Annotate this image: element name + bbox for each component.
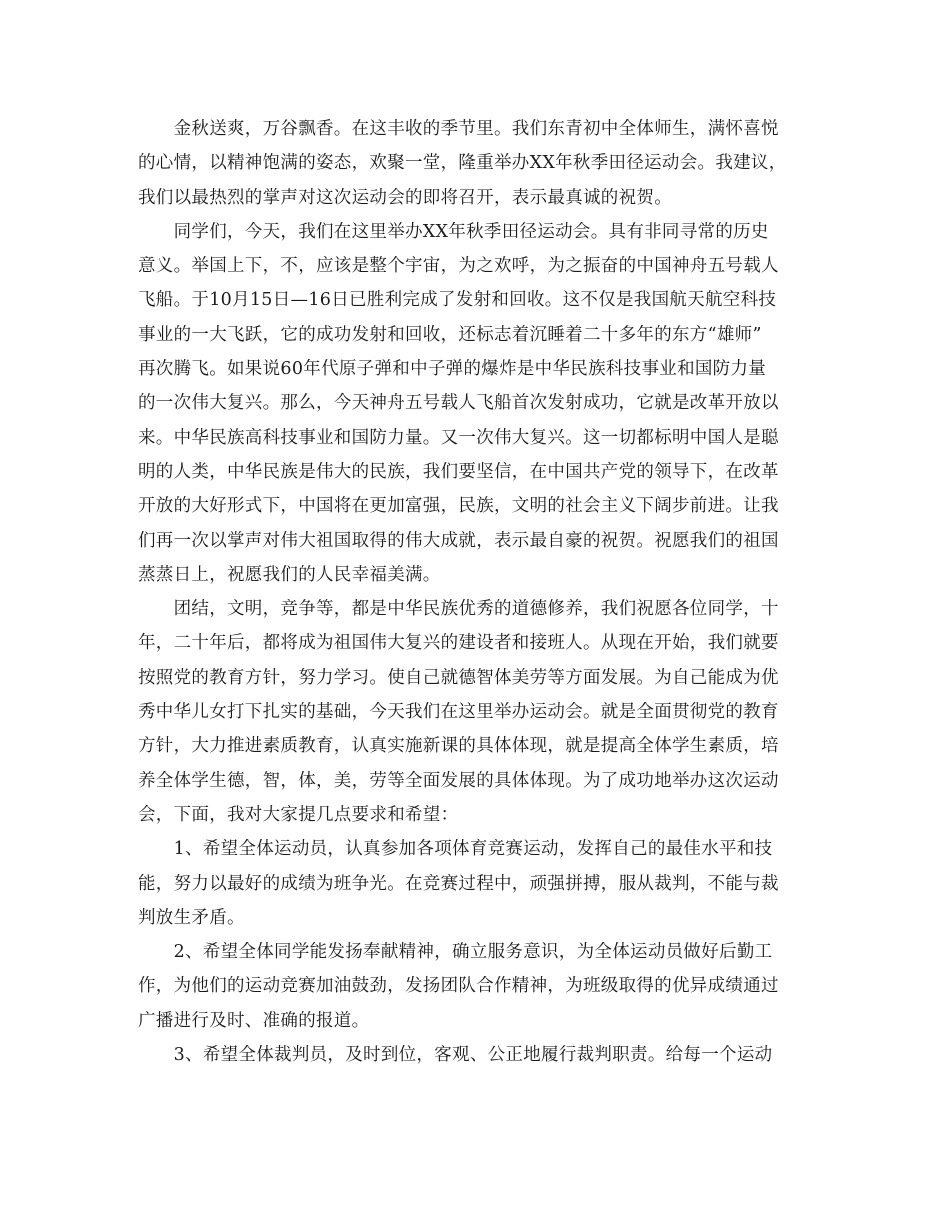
text-line: 3、希望全体裁判员，及时到位，客观、公正地履行裁判职责。给每一个运动 xyxy=(138,1045,773,1066)
text-line: 能，努力以最好的成绩为班争光。在竞赛过程中，顽强拼搏，服从裁判，不能与裁 xyxy=(138,873,779,894)
text-line: 们再一次以掌声对伟大祖国取得的伟大成就，表示最自豪的祝贺。祝愿我们的祖国 xyxy=(138,530,779,551)
text-line: 意义。举国上下，不，应该是整个宇宙，为之欢呼，为之振奋的中国神舟五号载人 xyxy=(138,256,779,277)
document-page xyxy=(138,112,828,1072)
text-line: 秀中华儿女打下扎实的基础，今天我们在这里举办运动会。就是全面贯彻党的教育 xyxy=(138,702,779,723)
text-line: 同学们，今天，我们在这里举办XX年秋季田径运动会。具有非同寻常的历史 xyxy=(138,221,769,242)
text-line: 作，为他们的运动竞赛加油鼓劲，发扬团队合作精神，为班级取得的优异成绩通过 xyxy=(138,976,779,997)
text-line: 明的人类，中华民族是伟大的民族，我们要坚信，在中国共产党的领导下，在改革 xyxy=(138,461,779,482)
text-line: 再次腾飞。如果说60年代原子弹和中子弹的爆炸是中华民族科技事业和国防力量 xyxy=(138,359,767,380)
text-line: 判放生矛盾。 xyxy=(138,907,245,928)
text-line: 团结，文明，竞争等，都是中华民族优秀的道德修养，我们祝愿各位同学，十 xyxy=(138,599,779,620)
text-line: 1、希望全体运动员，认真参加各项体育竞赛运动，发挥自己的最佳水平和技 xyxy=(138,839,773,860)
text-line: 来。中华民族高科技事业和国防力量。又一次伟大复兴。这一切都标明中国人是聪 xyxy=(138,427,779,448)
text-line: 飞船。于10月15日—16日已胜利完成了发射和回收。这不仅是我国航天航空科技 xyxy=(138,290,777,311)
text-line: 年，二十年后，都将成为祖国伟大复兴的建设者和接班人。从现在开始，我们就要 xyxy=(138,633,779,654)
text-line: 的一次伟大复兴。那么，今天神舟五号载人飞船首次发射成功，它就是改革开放以 xyxy=(138,393,779,414)
text-line: 蒸蒸日上，祝愿我们的人民幸福美满。 xyxy=(138,564,441,585)
text-line: 养全体学生德，智，体，美，劳等全面发展的具体体现。为了成功地举办这次运动 xyxy=(138,770,779,791)
text-line: 按照党的教育方针，努力学习。使自己就德智体美劳等方面发展。为自己能成为优 xyxy=(138,667,779,688)
text-line: 开放的大好形式下，中国将在更加富强，民族，文明的社会主义下阔步前进。让我 xyxy=(138,496,779,517)
text-line: 我们以最热烈的掌声对这次运动会的即将召开，表示最真诚的祝贺。 xyxy=(138,187,672,208)
text-line: 的心情，以精神饱满的姿态，欢聚一堂，隆重举办XX年秋季田径运动会。我建议， xyxy=(138,153,787,174)
text-line: 2、希望全体同学能发扬奉献精神，确立服务意识，为全体运动员做好后勤工 xyxy=(138,942,773,963)
text-line: 方针，大力推进素质教育，认真实施新课的具体体现，就是提高全体学生素质，培 xyxy=(138,736,779,757)
text-line: 广播进行及时、准确的报道。 xyxy=(138,1010,370,1031)
text-line: 会，下面，我对大家提几点要求和希望： xyxy=(138,804,459,825)
text-line: 事业的一大飞跃，它的成功发射和回收，还标志着沉睡着二十多年的东方“雄师” xyxy=(138,324,762,345)
text-line: 金秋送爽，万谷飘香。在这丰收的季节里。我们东青初中全体师生，满怀喜悦 xyxy=(138,119,779,139)
